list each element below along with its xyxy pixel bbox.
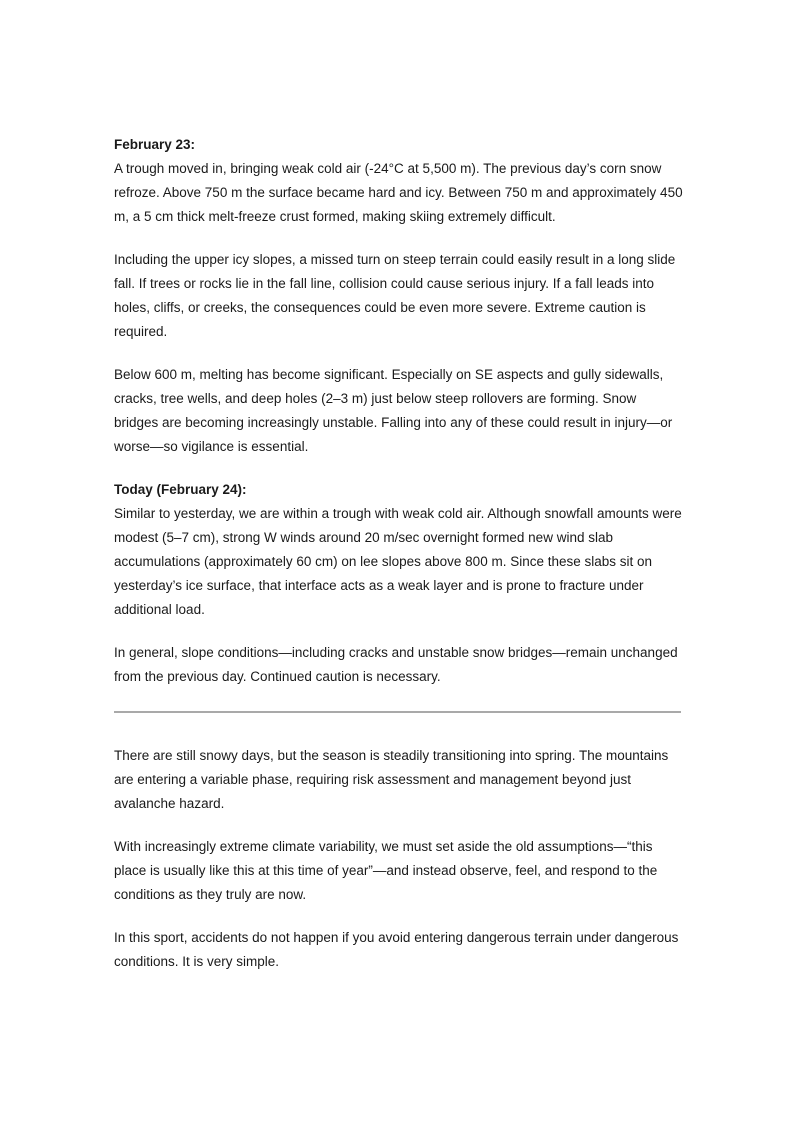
paragraph-feb-23-conditions: A trough moved in, bringing weak cold air (-24°C at 5,500 m). The previous day’s corn snow refroze. Above 750 m the surface became hard and icy. Between 750 m and approximately 450 m, a 5 cm thick melt-freeze crust formed, making skiing extremely difficult.	[114, 161, 683, 224]
paragraph-feb-23-melting: Below 600 m, melting has become significant. Especially on SE aspects and gully sidewalls, cracks, tree wells, and deep holes (2–3 m) just below steep rollovers are forming. Snow bridges are becoming increasingly unstable. Falling into any of these could result in injury—or worse—so vigilance is essential.	[114, 367, 673, 454]
paragraph-today-general: In general, slope conditions—including cracks and unstable snow bridges—remain unchanged from the previous day. Continued caution is necessary.	[114, 645, 678, 684]
paragraph-closing-simple: In this sport, accidents do not happen if you avoid entering dangerous terrain under dangerous conditions. It is very simple.	[114, 930, 679, 969]
document-body	[114, 133, 684, 993]
paragraph-feb-23-fall-risk: Including the upper icy slopes, a missed turn on steep terrain could easily result in a long slide fall. If trees or rocks lie in the fall line, collision could cause serious injury. If a fall leads into holes, cliffs, or creeks, the consequences could be even more severe. Extreme caution is required.	[114, 252, 676, 339]
paragraph-closing-season: There are still snowy days, but the season is steadily transitioning into spring. The mountains are entering a variable phase, requiring risk assessment and management beyond just avalanche hazard.	[114, 748, 669, 811]
paragraph-closing-climate: With increasingly extreme climate variability, we must set aside the old assumptions—“this place is usually like this at this time of year”—and instead observe, feel, and respond to the conditions as they truly are now.	[114, 839, 658, 902]
section-heading-feb-23: February 23:	[114, 137, 196, 152]
paragraph-today-wind-slab: Similar to yesterday, we are within a trough with weak cold air. Although snowfall amounts were modest (5–7 cm), strong W winds around 20 m/sec overnight formed new wind slab accumulations (approximately 60 cm) on lee slopes above 800 m. Since these slabs sit on yesterday’s ice surface, that interface acts as a weak layer and is prone to fracture under additional load.	[114, 506, 682, 617]
section-heading-today: Today (February 24):	[114, 482, 247, 497]
section-divider	[114, 711, 681, 713]
